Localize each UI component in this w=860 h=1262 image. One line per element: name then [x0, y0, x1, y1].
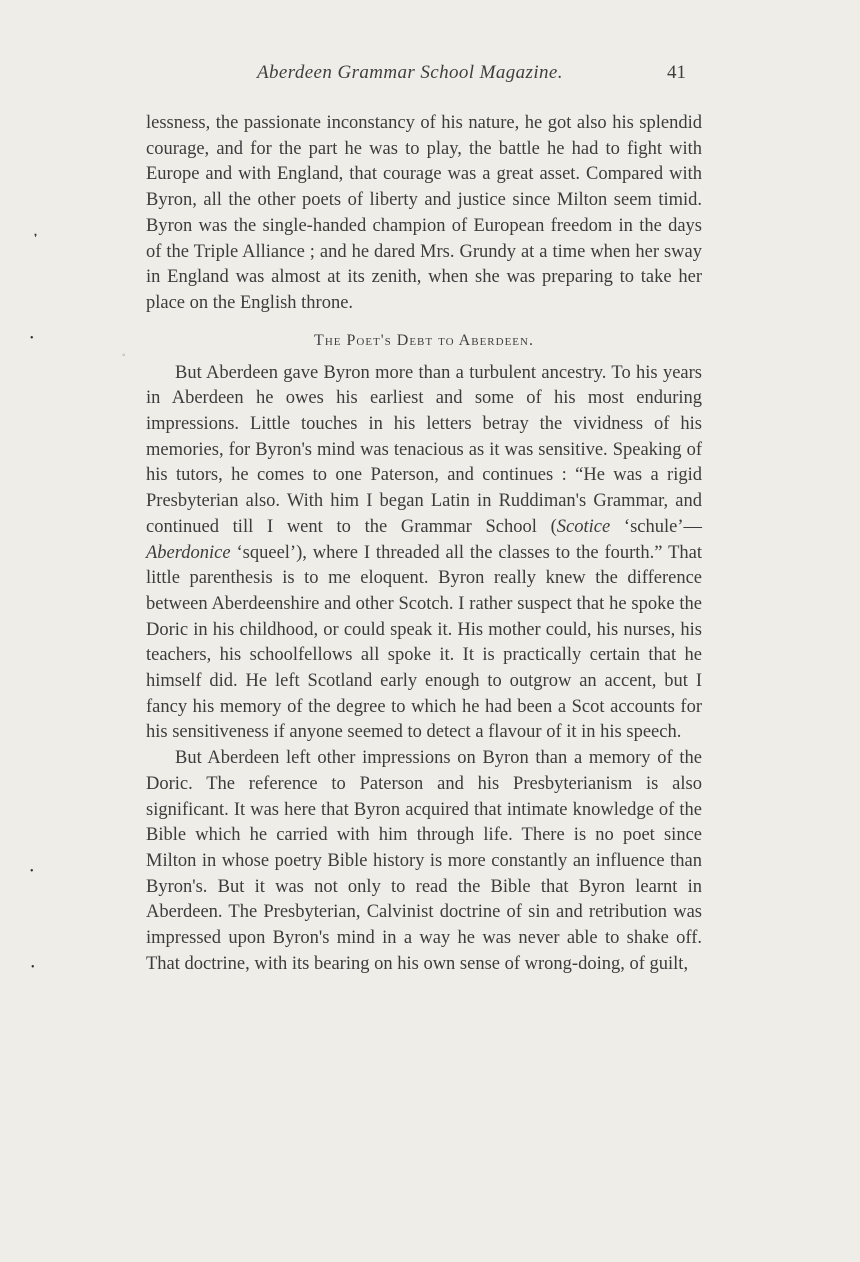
section-heading: The Poet's Debt to Aberdeen. [314, 331, 534, 349]
paragraph-2 [146, 361, 702, 747]
scotice-term: Scotice [556, 516, 611, 537]
paragraph-2-text-a: But Aberdeen gave Byron more than a turbulent ancestry. To his years in Aberdeen he owes his earliest and some of his most enduring impressions. Little touches in his letters betray the vividness of his memories, for Byron's mind was tenacious as it was sensitive. Speaking of his tutors, he comes to one Paterson, and continues : “He was a rigid Presbyterian also. With him I began Latin in Ruddiman's Grammar, and continued till I went to the Grammar School ( [146, 362, 702, 537]
scan-speck: ◦ [122, 350, 126, 361]
scan-speck: • [30, 866, 34, 877]
paragraph-3: But Aberdeen left other impressions on Byron than a memory of the Doric. The reference to Paterson and his Presbyterianism is also significant. It was here that Byron acquired that intimate knowledge of the Bible which he carried with him through life. There is no poet since Milton in whose poetry Bible history is more constantly an influence than Byron's. But it was not only to read the Bible that Byron learnt in Aberdeen. The Presbyterian, Calvinist doctrine of sin and retribution was impressed upon Byron's mind in a way he was never able to shake off. That doctrine, with its bearing on his own sense of wrong-doing, of guilt, [146, 748, 702, 974]
article-body [146, 111, 702, 978]
paragraph-1: lessness, the passionate inconstancy of his nature, he got also his splendid courage, and for the part he was to play, the battle he had to fight with Europe and with England, that courage was a great asset. Compared with Byron, all the other poets of liberty and justice since Milton seem timid. Byron was the single-handed champion of European freedom in the days of the Triple Alliance ; and he dared Mrs. Grundy at a time when her sway in England was almost at its zenith, when she was preparing to take her place on the English throne. [146, 113, 702, 313]
scan-speck: • [31, 962, 35, 973]
aberdonice-term: Aberdonice [146, 542, 231, 563]
paragraph-2-text-b: ‘schule’— [610, 516, 702, 537]
page-number: 41 [667, 62, 686, 83]
page-header [140, 62, 700, 88]
scan-speck: • [30, 333, 34, 344]
running-head: Aberdeen Grammar School Magazine. [257, 62, 563, 83]
paragraph-2-text-c: ‘squeel’), where I threaded all the classes to the fourth.” That little parenthesis is to me eloquent. Byron really knew the difference between Aberdeenshire and other Scotch. I rather suspect that he spoke the Doric in his childhood, or could speak it. His mother could, his nurses, his teachers, his schoolfellows all spoke it. It is practically certain that he himself did. He left Scotland early enough to outgrow an accent, but I fancy his memory of the degree to which he had been a Scot accounts for his sensitiveness if anyone seemed to detect a flavour of it in his speech. [146, 542, 702, 743]
scan-speck: ❜ [34, 233, 38, 244]
